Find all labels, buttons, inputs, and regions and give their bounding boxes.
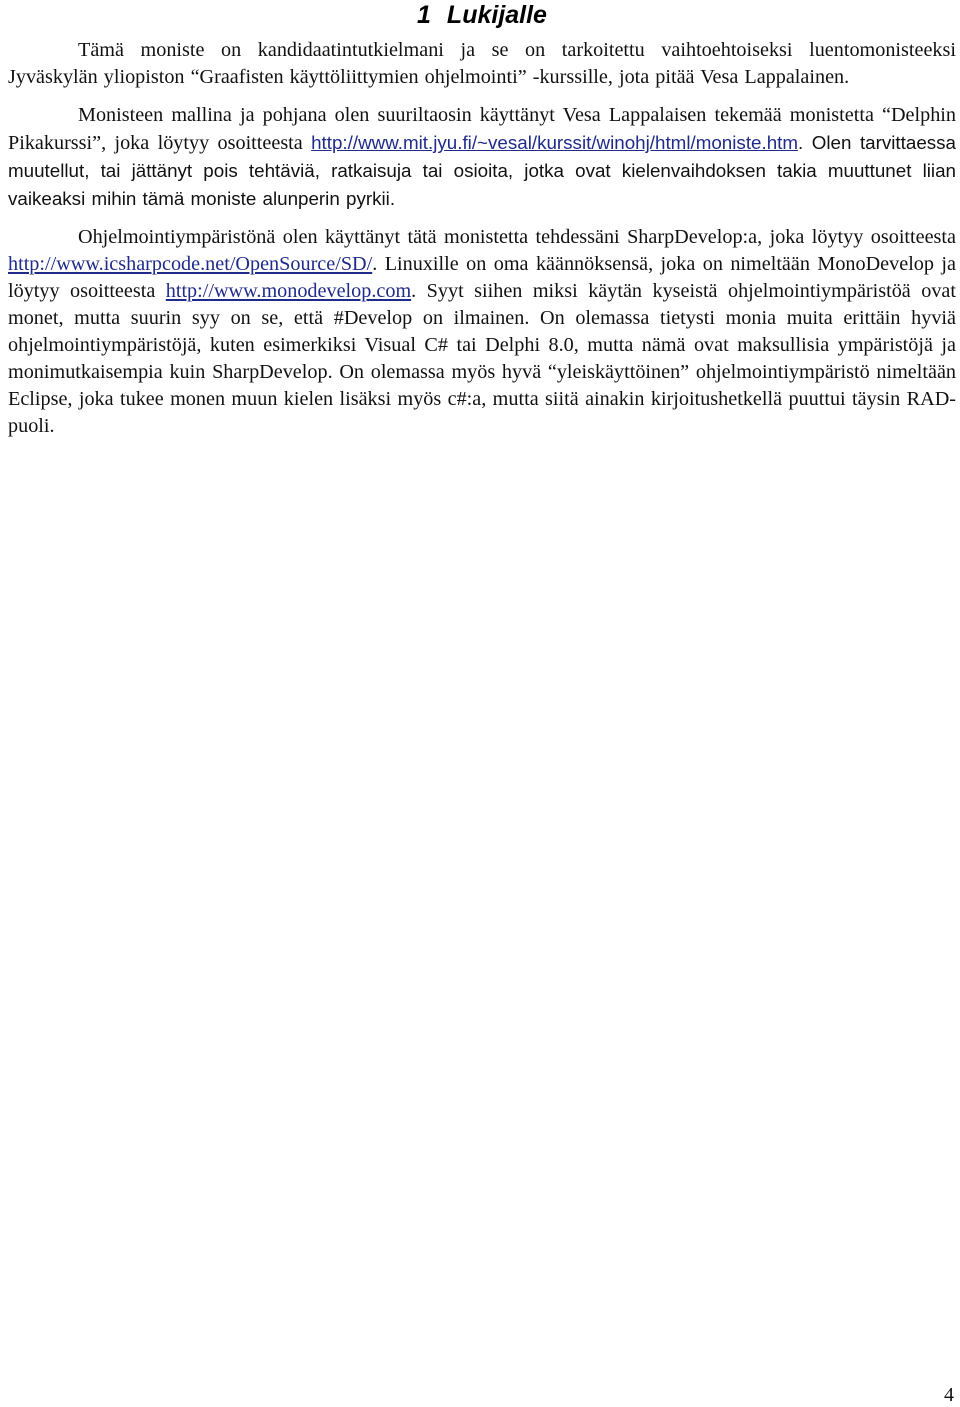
document-page	[8, 0, 956, 451]
paragraph-source-text-after-a: . Olen tarvittaessa muutellut, tai	[8, 132, 956, 181]
section-heading	[8, 0, 956, 34]
paragraph-intro	[8, 37, 956, 91]
paragraph-environment-text-2: . Linuxille on oma käännöksensä, joka on nimeltään MonoDevelop ja löytyy osoitteesta	[8, 253, 956, 302]
paragraph-environment	[8, 224, 956, 440]
paragraph-source	[8, 102, 956, 213]
page-number: 4	[944, 1384, 954, 1406]
link-monodevelop[interactable]: http://www.monodevelop.com	[165, 280, 412, 302]
paragraph-source-text: Monisteen mallina ja pohjana olen suuriltaosin käyttänyt Vesa Lappalaisen tekemää monistetta “Delphin Pikakurssi”, joka löytyy osoitteesta	[8, 104, 956, 154]
section-title: Lukijalle	[446, 1, 547, 29]
section-number: 1	[417, 1, 431, 29]
paragraph-environment-text-3: . Syyt siihen miksi käytän kyseistä ohjelmointiympäristöä ovat monet, mutta suurin syy on se, että #Develop on ilmainen. On olemassa tietysti monia muita erittäin hyviä ohjelmointiympäristöjä, kuten esimerkiksi Visual C# tai Delphi 8.0, mutta nämä ovat maksullisia ympäristöjä ja monimutkaisempia kuin SharpDevelop. On olemassa myös hyvä “yleiskäyttöinen” ohjelmointiympäristö nimeltään Eclipse, joka tukee monen muun kielen lisäksi myös c#:a, mutta siitä ainakin kirjoitushetkellä puuttui täysin RAD-puoli.	[8, 280, 956, 437]
paragraph-source-text-after-b: jättänyt pois tehtäviä, ratkaisuja tai osioita, jotka ovat kielenvaihdoksen takia muuttunet liian vaikeaksi mihin tämä moniste alunperin pyrkii.	[8, 160, 956, 209]
paragraph-environment-text-1: Ohjelmointiympäristönä olen käyttänyt tätä monistetta tehdessäni SharpDevelop:a, joka löytyy osoitteesta	[78, 226, 956, 248]
paragraph-intro-text: Tämä moniste on kandidaatintutkielmani ja se on tarkoitettu vaihtoehtoiseksi luentomonisteeksi Jyväskylän yliopiston “Graafisten käyttöliittymien ohjelmointi” -kurssille, jota pitää Vesa Lappalainen.	[8, 39, 956, 88]
link-sharpdevelop[interactable]: http://www.icsharpcode.net/OpenSource/SD/	[8, 253, 373, 275]
link-delphin-pikakurssi[interactable]: http://www.mit.jyu.fi/~vesal/kurssit/winohj/html/moniste.htm	[311, 132, 799, 153]
